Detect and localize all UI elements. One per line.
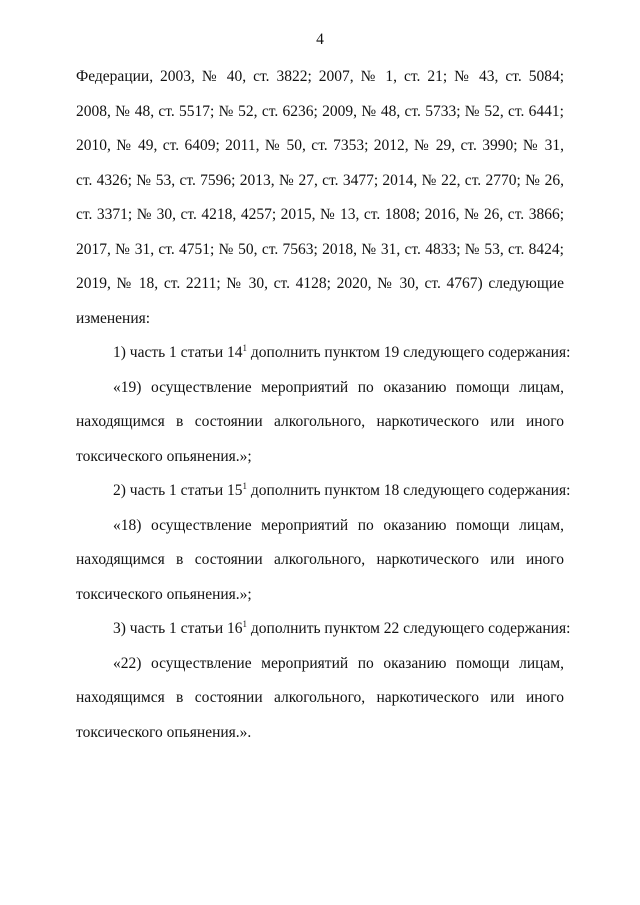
amendment-item-1	[76, 343, 571, 481]
superscript-index: 1	[242, 481, 248, 491]
quoted-text-line: токсического опьянения.»;	[76, 585, 252, 603]
page-number: 4	[316, 31, 324, 48]
quoted-text-line: токсического опьянения.»;	[76, 447, 252, 465]
quoted-text-line: находящимся в состоянии алкогольного, наркотического или иного	[76, 413, 564, 430]
heading-text: дополнить пунктом 22 следующего содержания:	[247, 620, 571, 637]
amendment-heading	[76, 343, 571, 378]
text-line: ст. 3371; № 30, ст. 4218, 4257; 2015, № 13, ст. 1808; 2016, № 26, ст. 3866;	[76, 206, 564, 223]
intro-paragraph	[76, 67, 564, 343]
text-line: 2017, № 31, ст. 4751; № 50, ст. 7563; 2018, № 31, ст. 4833; № 53, ст. 8424;	[76, 240, 564, 258]
quoted-text-line: «22) осуществление мероприятий по оказанию помощи лицам,	[113, 654, 564, 672]
quoted-text-line: «18) осуществление мероприятий по оказанию помощи лицам,	[113, 516, 564, 534]
text-line: 2008, № 48, ст. 5517; № 52, ст. 6236; 2009, № 48, ст. 5733; № 52, ст. 6441;	[76, 102, 564, 120]
quoted-text-line: токсического опьянения.».	[76, 723, 252, 741]
text-line: Федерации, 2003, № 40, ст. 3822; 2007, № 1, ст. 21; № 43, ст. 5084;	[76, 68, 564, 85]
quoted-text-line: находящимся в состоянии алкогольного, наркотического или иного	[76, 551, 564, 568]
text-line: 2010, № 49, ст. 6409; 2011, № 50, ст. 7353; 2012, № 29, ст. 3990; № 31,	[76, 137, 564, 154]
quoted-text-line: «19) осуществление мероприятий по оказанию помощи лицам,	[113, 378, 564, 396]
text-line: ст. 4326; № 53, ст. 7596; 2013, № 27, ст. 3477; 2014, № 22, ст. 2770; № 26,	[76, 171, 564, 189]
amendment-heading	[76, 481, 571, 516]
amendment-heading	[76, 619, 571, 654]
quoted-text-line: находящимся в состоянии алкогольного, наркотического или иного	[76, 689, 564, 706]
heading-text: 3) часть 1 статьи 16	[113, 620, 243, 637]
document-body	[76, 67, 571, 757]
text-line: 2019, № 18, ст. 2211; № 30, ст. 4128; 2020, № 30, ст. 4767) следующие	[76, 275, 564, 292]
superscript-index: 1	[242, 343, 248, 353]
heading-text: 2) часть 1 статьи 15	[113, 482, 243, 499]
superscript-index: 1	[242, 619, 248, 629]
heading-text: 1) часть 1 статьи 14	[113, 344, 243, 361]
heading-text: дополнить пунктом 18 следующего содержания:	[247, 482, 571, 499]
text-line: изменения:	[76, 309, 151, 327]
heading-text: дополнить пунктом 19 следующего содержания:	[247, 344, 571, 361]
amendment-item-3	[76, 619, 571, 757]
amendment-item-2	[76, 481, 571, 619]
